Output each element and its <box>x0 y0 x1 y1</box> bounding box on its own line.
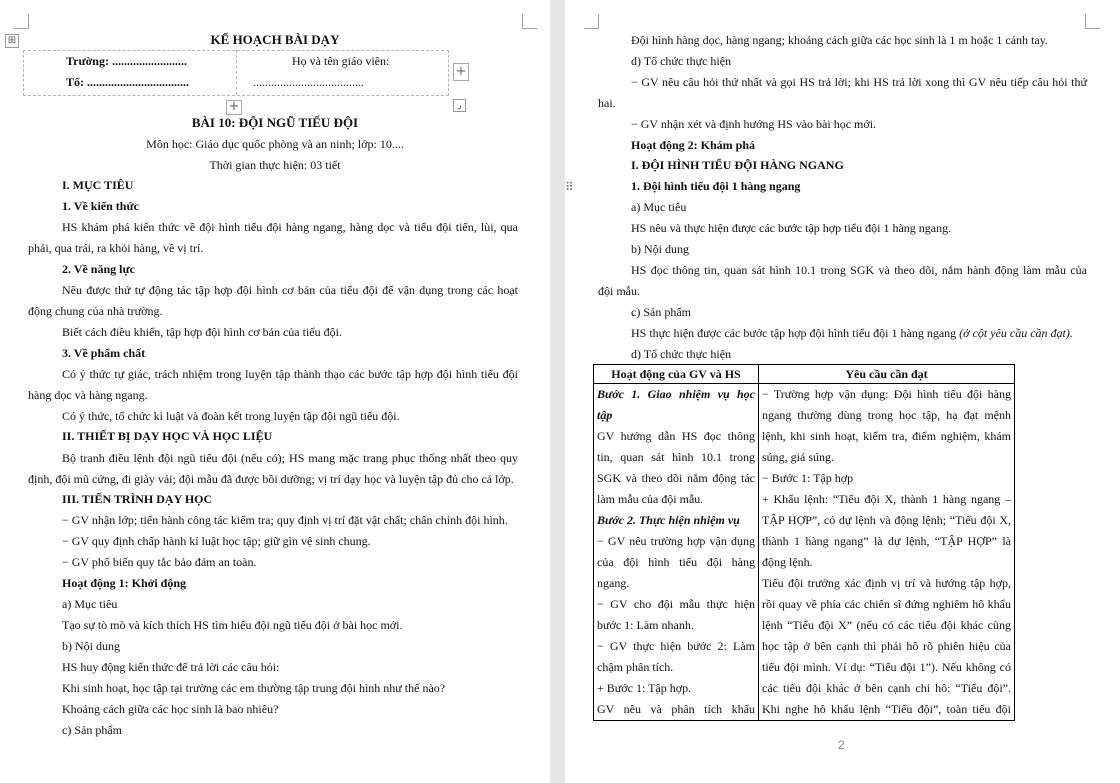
body-line: 1. Về kiến thức <box>62 199 139 213</box>
cell-line: − GV cho đội mẫu thực hiện <box>597 597 755 611</box>
body-line: b) Nội dung <box>631 242 689 256</box>
body-line: Tạo sự tò mò và kích thích HS tìm hiểu đội ngũ tiểu đội ở bài học mới. <box>62 618 403 632</box>
table-resize-icon[interactable]: ⌟ <box>453 99 466 112</box>
body-line: Hoạt động 1: Khởi động <box>62 576 187 590</box>
body-line: Khoảng cách giữa các học sinh là bao nhiêu? <box>62 702 279 716</box>
cell-line: tin, quan sát hình 10.1 trong <box>597 450 755 464</box>
cell-line: của đội hình tiểu đội hàng <box>597 555 755 569</box>
lesson-title: BÀI 10: ĐỘI NGŨ TIỂU ĐỘI <box>191 115 359 130</box>
page-number: 2 <box>838 738 845 752</box>
body-line: Hoạt động 2: Khám phá <box>631 138 756 152</box>
cell-line: ngang thường dùng trong học tập, hạ đạt mệnh <box>762 408 1011 422</box>
product-line <box>631 325 1073 341</box>
cell-line: − GV thực hiện bước 2: Làm <box>597 639 755 653</box>
document-page-2[interactable] <box>565 0 1120 783</box>
cell-line: lệnh, khi sinh hoạt, kiểm tra, điểm nghiệm, khám <box>762 429 1011 443</box>
body-line: hàng dọc và hàng ngang. <box>28 388 148 402</box>
body-line: động chung của nhà trường. <box>28 304 163 318</box>
body-line: phải, qua trái, ra khỏi hàng, về vị trí. <box>28 241 204 255</box>
body-line: b) Nội dung <box>62 639 120 653</box>
body-line: − GV quy định chấp hành kỉ luật học tập; giữ gìn vệ sinh chung. <box>62 534 371 548</box>
school-field: Trường: ......................... <box>66 54 187 68</box>
body-line: c) Sản phẩm <box>631 305 691 319</box>
add-row-plus-icon[interactable]: + <box>226 100 242 115</box>
cell-line: + Khẩu lệnh: “Tiểu đội X, thành 1 hàng ngang – <box>762 492 1011 506</box>
body-line: III. TIẾN TRÌNH DẠY HỌC <box>62 492 213 506</box>
cell-line: − Bước 1: Tập hợp <box>762 471 854 485</box>
cell-line: lệnh “Tiểu đội X” (nếu có các tiểu đội khác cùng <box>762 618 1011 632</box>
duration-line: Thời gian thực hiện: 03 tiết <box>209 158 341 172</box>
body-line: đội mẫu. <box>598 284 640 298</box>
body-line: II. THIẾT BỊ DẠY HỌC VÀ HỌC LIỆU <box>62 429 273 443</box>
cell-line: súng, giá súng. <box>762 450 834 464</box>
body-line: a) Mục tiêu <box>62 597 118 611</box>
corner-mark <box>14 14 29 29</box>
body-line: − GV nêu câu hỏi thứ nhất và gọi HS trả lời; khi HS trả lời xong thì GV nêu tiếp câu hỏi thứ <box>631 75 1087 89</box>
body-line: − GV phổ biến quy tắc bảo đảm an toàn. <box>62 555 257 569</box>
cell-line: GV hướng dẫn HS đọc thông <box>597 429 755 443</box>
cell-line: thành 1 hàng ngang” là dự lệnh, “TẬP HỢP” là <box>762 534 1011 548</box>
drag-handle-icon[interactable]: ⠿ <box>565 180 573 194</box>
body-line: HS đọc thông tin, quan sát hình 10.1 trong SGK và theo dõi, nắm hành động làm mẫu của <box>631 263 1087 277</box>
cell-line: động lệnh. <box>762 555 813 569</box>
cell-line: TẬP HỢP”, có dự lệnh và động lệnh; “Tiểu đội X, <box>762 513 1011 527</box>
body-line: 1. Đội hình tiểu đội 1 hàng ngang <box>631 179 801 193</box>
page-title: KẾ HOẠCH BÀI DẠY <box>210 32 340 47</box>
cell-line: SGK và theo dõi nắm động tác <box>597 471 755 485</box>
body-line: HS khám phá kiến thức về đội hình tiểu đội hàng ngang, hàng dọc và tiểu đội tiến, lùi, qua <box>62 220 518 234</box>
body-line: Có ý thức, tổ chức kỉ luật và đoàn kết trong luyện tập đội ngũ tiểu đội. <box>62 409 400 423</box>
cell-line: − GV nêu trường hợp vận dụng <box>597 534 755 548</box>
body-line: − GV nhận xét và định hướng HS vào bài học mới. <box>631 117 877 131</box>
cell-line: Tiểu đội trưởng xác định vị trí và hướng tập hợp, <box>762 576 1011 590</box>
team-field: Tổ: .................................. <box>66 75 189 89</box>
add-column-plus-icon[interactable]: + <box>453 63 469 81</box>
corner-mark <box>1085 14 1100 29</box>
cell-line: tiểu đội mình. Ví dụ: “Tiểu đội 1”). Nếu không có <box>762 660 1011 674</box>
body-line: HS huy động kiến thức để trả lời các câu hỏi: <box>62 660 280 674</box>
body-line: Bộ tranh điều lệnh đội ngũ tiểu đội (nếu có); HS mang mặc trang phục thống nhất theo quy <box>62 451 518 465</box>
table-gridline <box>236 50 237 95</box>
cell-line: các tiểu đội khác ở bên cạnh chỉ hô: “Tiểu đội”. <box>762 681 1011 695</box>
document-page-1[interactable] <box>0 0 550 783</box>
table-cell-activity[interactable] <box>594 384 759 721</box>
corner-mark <box>584 14 599 29</box>
cell-line: Khi nghe hô khẩu lệnh “Tiểu đội”, toàn tiểu đội <box>762 702 1011 716</box>
body-line: d) Tổ chức thực hiện <box>631 54 732 68</box>
body-line: Nêu được thứ tự động tác tập hợp đội hình cơ bản của tiểu đội để vận dụng trong các hoạt <box>62 283 518 297</box>
cell-line: rồi quay về phía các chiến sĩ đứng nghiêm hô khẩu <box>762 597 1011 611</box>
body-line: Có ý thức tự giác, trách nhiệm trong luyện tập thành thạo các bước tập hợp đội hình tiểu đội <box>62 367 518 381</box>
body-line: I. ĐỘI HÌNH TIỂU ĐỘI HÀNG NGANG <box>631 158 844 172</box>
body-line: Khi sinh hoạt, học tập tại trường các em thường tập trung đội hình như thế nào? <box>62 681 446 695</box>
body-line: hai. <box>598 96 616 110</box>
cell-line: học tập ở bên cạnh thì phải hô rõ phiên hiệu của <box>762 639 1011 653</box>
subject-line: Môn học: Giáo dục quốc phòng và an ninh; lớp: 10.... <box>146 137 404 151</box>
teacher-name-dots: ..................................... <box>253 75 364 89</box>
body-line: − GV nhận lớp; tiến hành công tác kiểm tra; quy định vị trí đặt vật chất; chấn chỉnh đội hình. <box>62 513 508 527</box>
cell-line: Bước 2. Thực hiện nhiệm vụ <box>597 513 740 527</box>
activity-table[interactable] <box>593 364 1015 721</box>
product-italic: (ở cột yêu cầu cần đạt). <box>959 326 1073 340</box>
cell-line: + Bước 1: Tập hợp. <box>597 681 692 695</box>
body-line: Biết cách điều khiển, tập hợp đội hình cơ bản của tiểu đội. <box>62 325 342 339</box>
cell-line: Bước 1. Giao nhiệm vụ học <box>597 387 755 401</box>
cell-line: bước 1: Làm nhanh. <box>597 618 694 632</box>
product-text: HS thực hiện được các bước tập hợp đội hình tiểu đội 1 hàng ngang <box>631 326 960 340</box>
body-line: Đội hình hàng dọc, hàng ngang; khoảng cách giữa các học sinh là 1 m hoặc 1 cánh tay. <box>631 33 1048 47</box>
table-header-activity: Hoạt động của GV và HS <box>594 365 759 384</box>
cell-line: − Trường hợp vận dụng: Đội hình tiểu đội hàng <box>762 387 1011 401</box>
table-move-handle-icon[interactable]: ⊞ <box>5 34 19 48</box>
cell-line: tập <box>597 408 613 422</box>
body-line: d) Tổ chức thực hiện <box>631 347 732 361</box>
cell-line: GV nêu và phân tích khẩu <box>597 702 755 716</box>
cell-line: ngang. <box>597 576 630 590</box>
cell-line: làm mẫu của đội mẫu. <box>597 492 704 506</box>
table-cell-requirement[interactable] <box>759 384 1015 721</box>
body-line: HS nêu và thực hiện được các bước tập hợp tiểu đội 1 hàng ngang. <box>631 221 952 235</box>
body-line: định, đội mũ cứng, đi giày vải; đội mẫu đã được bồi dưỡng; vị trí dạy học và luyện tập đủ cho cả lớp. <box>28 472 514 486</box>
teacher-name-label: Họ và tên giáo viên: <box>292 54 390 68</box>
table-header-requirement: Yêu cầu cần đạt <box>759 365 1015 384</box>
body-line: 2. Về năng lực <box>62 262 135 276</box>
body-line: c) Sản phẩm <box>62 723 122 737</box>
cell-line: chậm phân tích. <box>597 660 674 674</box>
corner-mark <box>522 14 537 29</box>
body-line: 3. Về phẩm chất <box>62 346 146 360</box>
body-line: a) Mục tiêu <box>631 200 687 214</box>
body-line: I. MỤC TIÊU <box>62 178 134 192</box>
